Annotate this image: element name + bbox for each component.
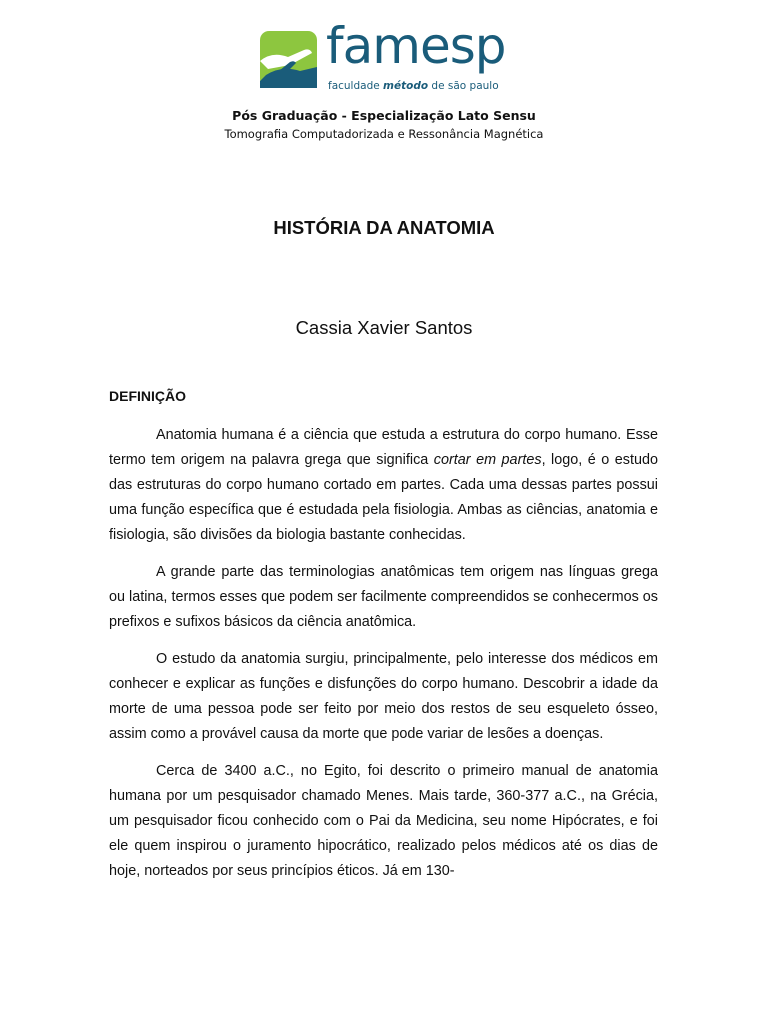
logo-wordmark: famesp bbox=[326, 17, 506, 75]
italic-term: cortar em partes bbox=[433, 452, 542, 468]
paragraph: O estudo da anatomia surgiu, principalmente, pelo interesse dos médicos em conhecer e explicar as funções e disfunções do corpo humano. Descobrir a idade da morte de uma pessoa pode ser feito por meio dos restos de seu esqueleto ósseo, assim como a provável causa da morte que pode variar de lesões a doenças. bbox=[109, 651, 658, 742]
section-heading: DEFINIÇÃO bbox=[109, 388, 186, 404]
famesp-hands-icon bbox=[260, 31, 317, 88]
body-text bbox=[109, 423, 658, 896]
document-title: HISTÓRIA DA ANATOMIA bbox=[273, 217, 495, 238]
logo-tagline: faculdade método de são paulo bbox=[328, 80, 499, 92]
paragraph: Cerca de 3400 a.C., no Egito, foi descrito o primeiro manual de anatomia humana por um pesquisador chamado Menes. Mais tarde, 360-377 a.C., na Grécia, um pesquisador ficou conhecido com o Pai da Medicina, seu nome Hipócrates, e foi ele quem inspirou o juramento hipocrático, realizado pelos médicos até os dias de hoje, norteados por seus princípios éticos. Já em 130- bbox=[109, 763, 658, 879]
paragraph: A grande parte das terminologias anatômicas tem origem nas línguas grega ou latina, termos esses que podem ser facilmente compreendidos se conhecermos os prefixos e sufixos básicos da ciência anatômica. bbox=[109, 564, 658, 630]
author-name: Cassia Xavier Santos bbox=[295, 317, 473, 338]
famesp-logo bbox=[260, 17, 510, 92]
program-title: Pós Graduação - Especialização Lato Sensu bbox=[232, 108, 536, 123]
program-subtitle: Tomografia Computadorizada e Ressonância Magnética bbox=[224, 127, 544, 141]
paragraph: Anatomia humana é a ciência que estuda a estrutura do corpo humano. Esse termo tem origem na palavra grega que significa cortar em partes, logo, é o estudo das estruturas do corpo humano cortado em partes. Cada uma dessas partes possui uma função específica que é estudada pela fisiologia. Ambas as ciências, anatomia e fisiologia, são divisões da biologia bastante conhecidas. bbox=[109, 427, 658, 543]
